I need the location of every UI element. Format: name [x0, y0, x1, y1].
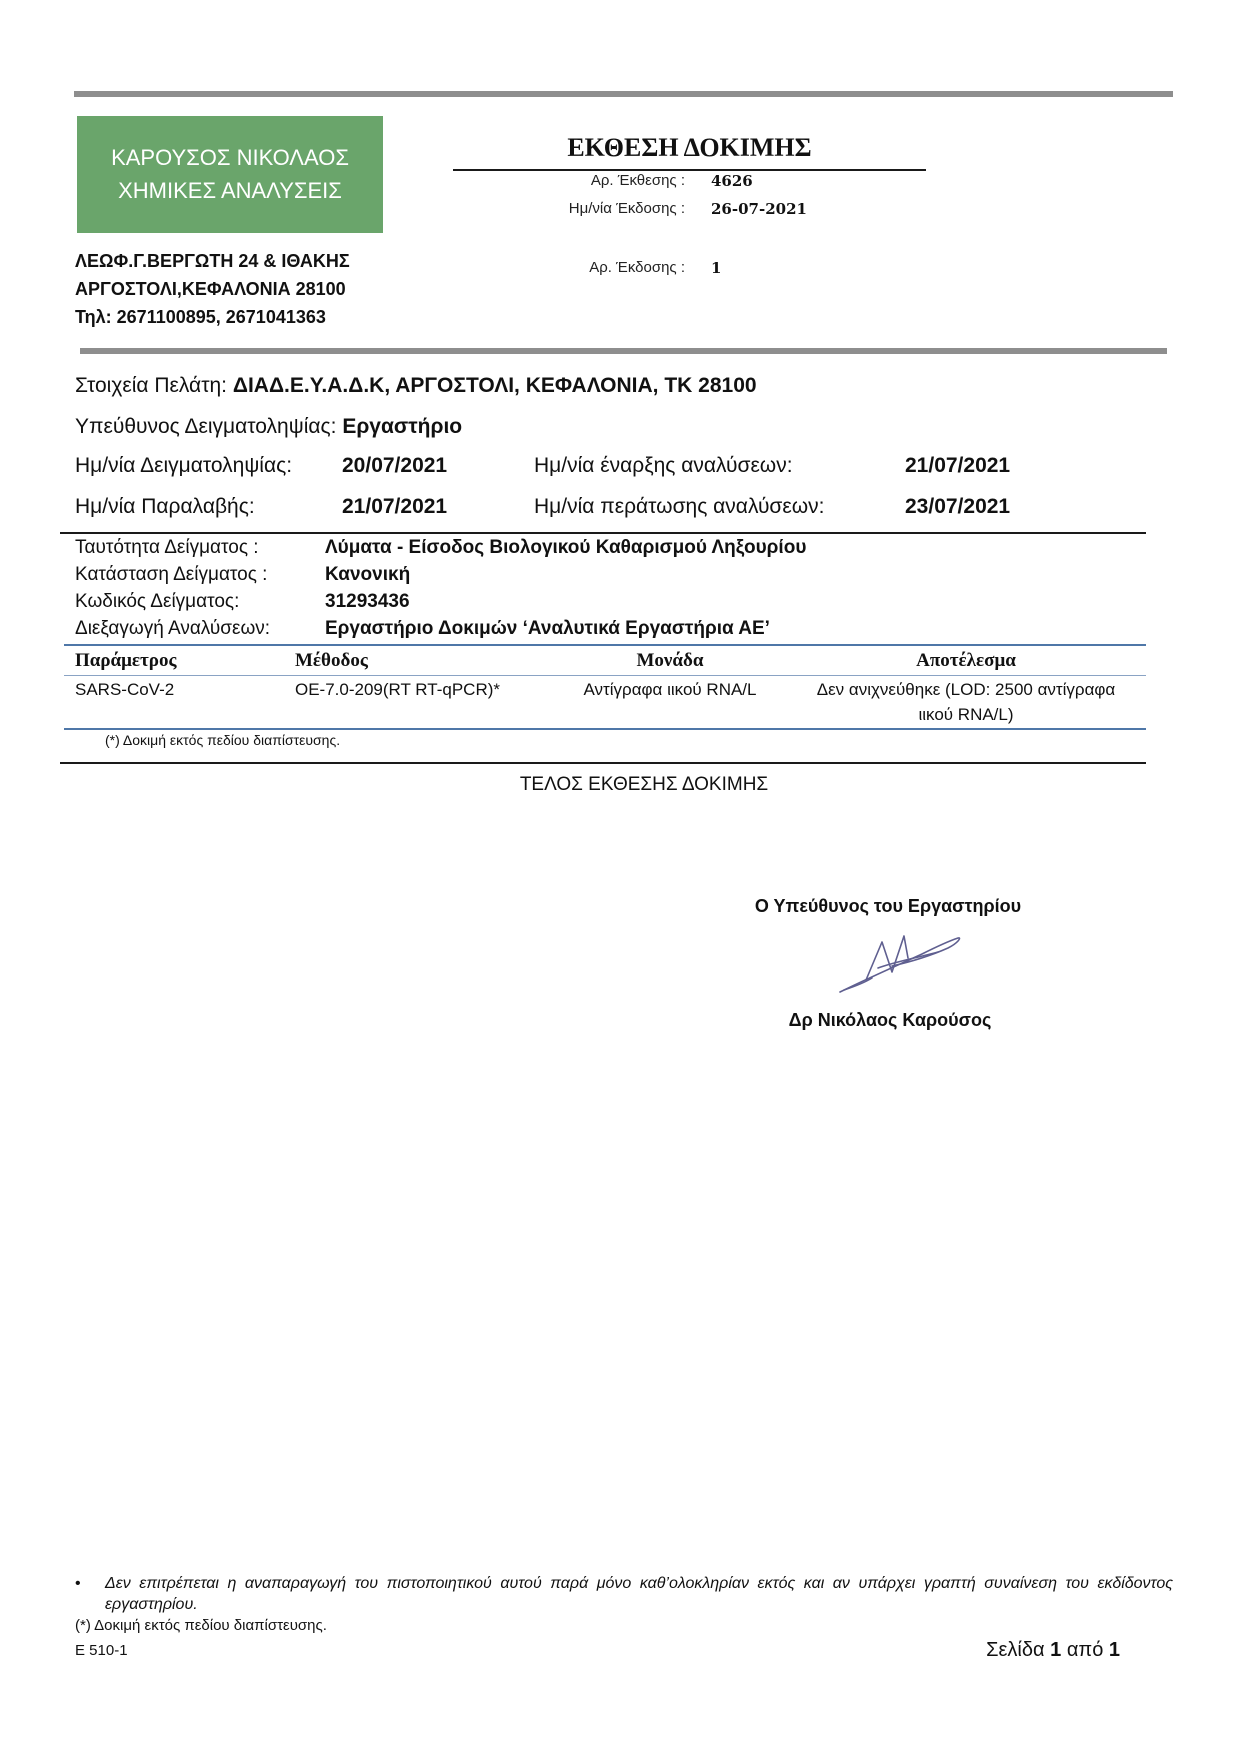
bullet-icon: •: [75, 1575, 81, 1592]
result-parameter: SARS-CoV-2: [75, 680, 175, 699]
analysis-start-date: 21/07/2021: [905, 454, 1011, 477]
page-indicator: [900, 1637, 1120, 1663]
column-header-result: Αποτέλεσμα: [916, 650, 1016, 671]
result-unit: Αντίγραφα ιικού RNA/L: [583, 680, 757, 699]
page-total: 1: [1108, 1639, 1120, 1661]
sampling-responsible: [75, 412, 462, 442]
receipt-date-label: Ημ/νία Παραλαβής:: [75, 495, 255, 518]
client-label: Στοιχεία Πελάτη:: [75, 374, 228, 397]
analysis-end-label: Ημ/νία περάτωσης αναλύσεων:: [534, 495, 825, 518]
client-details: [75, 371, 757, 401]
phone-line: Τηλ: 2671100895, 2671041363: [75, 307, 326, 327]
issue-date-label: Ημ/νία Έκδοσης :: [568, 200, 685, 217]
reproduction-disclaimer: Δεν επιτρέπεται η αναπαραγωγή του πιστοποιητικού αυτού παρά μόνο καθ’ολοκληρίαν εκτός και αν υπάρχει γραπτή συναίνεση του εκδίδοντος εργαστηρίου.: [105, 1575, 1173, 1613]
footer-footnote: (*) Δοκιμή εκτός πεδίου διαπίστευσης.: [75, 1617, 327, 1634]
page-number: 1: [1050, 1639, 1062, 1661]
sampling-date-label: Ημ/νία Δειγματοληψίας:: [75, 454, 293, 477]
page-label: Σελίδα: [986, 1639, 1045, 1661]
column-header-parameter: Παράμετρος: [75, 650, 177, 671]
sampling-date: 20/07/2021: [342, 454, 448, 477]
address-line-1: ΛΕΩΦ.Γ.ΒΕΡΓΩΤΗ 24 & ΙΘΑΚΗΣ: [75, 251, 350, 271]
company-address: [75, 247, 350, 331]
analyses-performed-label: Διεξαγωγή Αναλύσεων:: [75, 618, 271, 639]
issue-date: 26-07-2021: [711, 200, 807, 218]
report-number: 4626: [711, 172, 753, 190]
results-table-top-rule: [64, 644, 1146, 646]
sample-code-value: 31293436: [325, 591, 410, 612]
result-value: Δεν ανιχνεύθηκε (LOD: 2500 αντίγραφα ιικού RNA/L): [816, 680, 1116, 724]
analysis-start-label: Ημ/νία έναρξης αναλύσεων:: [534, 454, 793, 477]
company-name-line-2: ΧΗΜΙΚΕΣ ΑΝΑΛΥΣΕΙΣ: [118, 178, 342, 203]
signoff-title: Ο Υπεύθυνος του Εργαστηρίου: [754, 896, 1022, 916]
sample-id-value: Λύματα - Είσοδος Βιολογικού Καθαρισμού Ληξουρίου: [325, 537, 807, 558]
sampling-responsible-value: Εργαστήριο: [342, 415, 463, 438]
results-table-bottom-rule: [64, 728, 1146, 730]
issue-number: 1: [711, 259, 722, 277]
signature-image: [834, 928, 964, 998]
results-footnote: (*) Δοκιμή εκτός πεδίου διαπίστευσης.: [105, 732, 341, 748]
sampling-responsible-label: Υπεύθυνος Δειγματοληψίας:: [75, 415, 337, 438]
company-logo-box: [77, 116, 383, 233]
end-of-report-text: ΤΕΛΟΣ ΕΚΘΕΣΗΣ ΔΟΚΙΜΗΣ: [519, 774, 769, 795]
column-header-method: Μέθοδος: [295, 650, 368, 671]
issue-number-label: Αρ. Έκδοσης :: [589, 259, 685, 276]
results-end-rule: [60, 762, 1146, 764]
report-number-label: Αρ. Έκθεσης :: [590, 172, 685, 189]
sample-condition-value: Κανονική: [325, 564, 411, 585]
client-value: ΔΙΑΔ.Ε.Υ.Α.Δ.Κ, ΑΡΓΟΣΤΟΛΙ, ΚΕΦΑΛΟΝΙΑ, ΤΚ 28100: [232, 374, 757, 397]
report-title: ΕΚΘΕΣΗ ΔΟΚΙΜΗΣ: [567, 133, 812, 162]
page-of-label: από: [1066, 1639, 1104, 1661]
signatory-name: Δρ Νικόλαος Καρούσος: [788, 1010, 992, 1030]
top-header-rule: [74, 91, 1173, 97]
sample-code-label: Κωδικός Δείγματος:: [75, 591, 240, 612]
results-header-rule: [64, 675, 1146, 676]
sample-id-label: Ταυτότητα Δείγματος :: [75, 537, 259, 558]
receipt-date: 21/07/2021: [342, 495, 448, 518]
form-code: Ε 510-1: [75, 1642, 128, 1659]
sample-condition-label: Κατάσταση Δείγματος :: [75, 564, 268, 585]
address-line-2: ΑΡΓΟΣΤΟΛΙ,ΚΕΦΑΛΟΝΙΑ 28100: [75, 279, 346, 299]
column-header-unit: Μονάδα: [636, 650, 704, 671]
company-name-line-1: ΚΑΡΟΥΣΟΣ ΝΙΚΟΛΑΟΣ: [111, 145, 349, 170]
result-method: ΟΕ-7.0-209(RT RT-qPCR)*: [295, 680, 501, 699]
header-bottom-rule: [80, 348, 1167, 354]
analyses-performed-value: Εργαστήριο Δοκιμών ‘Αναλυτικά Εργαστήρια ΑΕ’: [325, 618, 770, 639]
analysis-end-date: 23/07/2021: [905, 495, 1011, 518]
